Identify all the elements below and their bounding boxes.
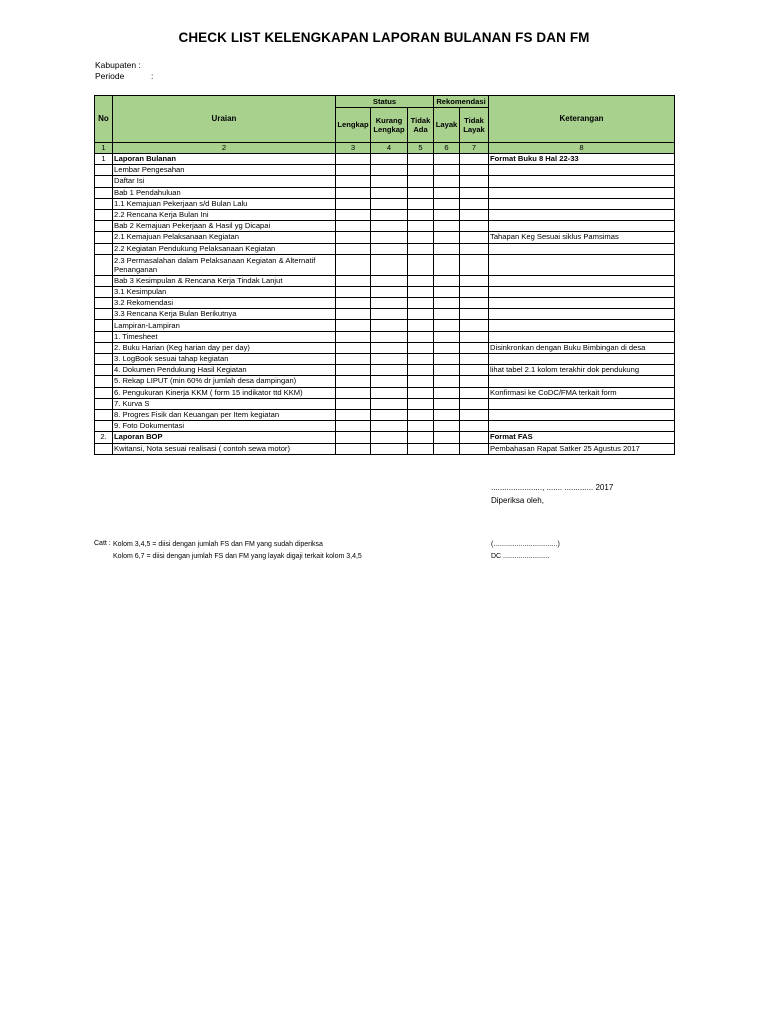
kurang-lengkap-cell — [371, 254, 408, 275]
kurang-lengkap-cell — [371, 209, 408, 220]
kurang-lengkap-cell — [371, 409, 408, 420]
kurang-lengkap-cell — [371, 376, 408, 387]
kurang-lengkap-cell — [371, 432, 408, 443]
tidak-ada-cell — [408, 309, 434, 320]
row-uraian: Lembar Pengesahan — [113, 165, 336, 176]
tidak-layak-cell — [460, 154, 489, 165]
table-row — [95, 398, 675, 409]
layak-cell — [434, 154, 460, 165]
header-status: Status — [336, 96, 434, 108]
row-keterangan — [489, 243, 675, 254]
tidak-ada-cell — [408, 331, 434, 342]
lengkap-cell — [336, 398, 371, 409]
row-no — [95, 376, 113, 387]
signature-dc-line: DC ........................ — [491, 553, 550, 560]
layak-cell — [434, 387, 460, 398]
tidak-ada-cell — [408, 320, 434, 331]
row-keterangan — [489, 176, 675, 187]
tidak-layak-cell — [460, 309, 489, 320]
kurang-lengkap-cell — [371, 421, 408, 432]
row-uraian: 3.2 Rekomendasi — [113, 298, 336, 309]
row-uraian: 2.1 Kemajuan Pelaksanaan Kegiatan — [113, 232, 336, 243]
row-no: 2. — [95, 432, 113, 443]
row-uraian: 3. LogBook sesuai tahap kegiatan — [113, 354, 336, 365]
table-row — [95, 286, 675, 297]
tidak-ada-cell — [408, 254, 434, 275]
lengkap-cell — [336, 286, 371, 297]
column-number: 4 — [371, 143, 408, 154]
tidak-ada-cell — [408, 342, 434, 353]
row-keterangan — [489, 398, 675, 409]
table-row — [95, 165, 675, 176]
lengkap-cell — [336, 221, 371, 232]
row-uraian: Lampiran-Lampiran — [113, 320, 336, 331]
header-kurang-lengkap: Kurang Lengkap — [371, 108, 408, 143]
row-uraian: 3.3 Rencana Kerja Bulan Berikutnya — [113, 309, 336, 320]
row-no — [95, 365, 113, 376]
table-row — [95, 243, 675, 254]
kurang-lengkap-cell — [371, 232, 408, 243]
tidak-layak-cell — [460, 421, 489, 432]
tidak-ada-cell — [408, 221, 434, 232]
kurang-lengkap-cell — [371, 309, 408, 320]
tidak-layak-cell — [460, 243, 489, 254]
tidak-layak-cell — [460, 342, 489, 353]
row-keterangan: Tahapan Keg Sesuai siklus Pamsimas — [489, 232, 675, 243]
header-layak: Layak — [434, 108, 460, 143]
tidak-layak-cell — [460, 387, 489, 398]
column-number-row — [95, 143, 675, 154]
kurang-lengkap-cell — [371, 365, 408, 376]
table-row — [95, 365, 675, 376]
tidak-ada-cell — [408, 421, 434, 432]
column-number: 2 — [113, 143, 336, 154]
table-row — [95, 209, 675, 220]
kurang-lengkap-cell — [371, 354, 408, 365]
kurang-lengkap-cell — [371, 221, 408, 232]
kurang-lengkap-cell — [371, 286, 408, 297]
row-no — [95, 409, 113, 420]
row-no — [95, 443, 113, 454]
signature-checked-by: Diperiksa oleh, — [491, 496, 544, 505]
row-keterangan — [489, 354, 675, 365]
header-tidak-layak: Tidak Layak — [460, 108, 489, 143]
kabupaten-line — [95, 60, 141, 70]
lengkap-cell — [336, 342, 371, 353]
table-row — [95, 354, 675, 365]
layak-cell — [434, 342, 460, 353]
row-keterangan — [489, 309, 675, 320]
tidak-ada-cell — [408, 154, 434, 165]
row-no — [95, 176, 113, 187]
table-row — [95, 176, 675, 187]
row-keterangan: Konfirmasi ke CoDC/FMA terkait form — [489, 387, 675, 398]
header-row-1 — [95, 96, 675, 108]
row-uraian: 9. Foto Dokumentasi — [113, 421, 336, 432]
document-title: CHECK LIST KELENGKAPAN LAPORAN BULANAN FS DAN FM — [178, 30, 590, 45]
row-uraian: Kwitansi, Nota sesuai realisasi ( contoh sewa motor) — [113, 443, 336, 454]
tidak-ada-cell — [408, 443, 434, 454]
layak-cell — [434, 331, 460, 342]
table-row — [95, 232, 675, 243]
layak-cell — [434, 209, 460, 220]
tidak-ada-cell — [408, 209, 434, 220]
kurang-lengkap-cell — [371, 165, 408, 176]
signature-name-line: (.................................) — [491, 541, 560, 548]
lengkap-cell — [336, 254, 371, 275]
row-uraian: 5. Rekap LIPUT (min 60% dr jumlah desa dampingan) — [113, 376, 336, 387]
kurang-lengkap-cell — [371, 176, 408, 187]
row-keterangan — [489, 275, 675, 286]
layak-cell — [434, 243, 460, 254]
layak-cell — [434, 398, 460, 409]
tidak-layak-cell — [460, 275, 489, 286]
table-row — [95, 187, 675, 198]
row-uraian: 2. Buku Harian (Keg harian day per day) — [113, 342, 336, 353]
tidak-layak-cell — [460, 187, 489, 198]
row-uraian: 2.2 Kegiatan Pendukung Pelaksanaan Kegiatan — [113, 243, 336, 254]
lengkap-cell — [336, 209, 371, 220]
lengkap-cell — [336, 275, 371, 286]
row-no — [95, 421, 113, 432]
table-row — [95, 254, 675, 275]
tidak-layak-cell — [460, 298, 489, 309]
tidak-layak-cell — [460, 232, 489, 243]
kurang-lengkap-cell — [371, 198, 408, 209]
lengkap-cell — [336, 443, 371, 454]
row-keterangan — [489, 286, 675, 297]
row-no — [95, 298, 113, 309]
row-keterangan — [489, 187, 675, 198]
note-line-2: Kolom 6,7 = diisi dengan jumlah FS dan FM yang layak digaji terkait kolom 3,4,5 — [113, 553, 362, 560]
kurang-lengkap-cell — [371, 331, 408, 342]
row-keterangan: Pembahasan Rapat Satker 25 Agustus 2017 — [489, 443, 675, 454]
table-row — [95, 432, 675, 443]
header-lengkap: Lengkap — [336, 108, 371, 143]
layak-cell — [434, 376, 460, 387]
layak-cell — [434, 409, 460, 420]
tidak-layak-cell — [460, 443, 489, 454]
row-uraian: 7. Kurva S — [113, 398, 336, 409]
row-keterangan — [489, 421, 675, 432]
table-row — [95, 443, 675, 454]
notes-label: Catt : — [94, 540, 111, 547]
layak-cell — [434, 165, 460, 176]
row-no — [95, 354, 113, 365]
tidak-layak-cell — [460, 432, 489, 443]
layak-cell — [434, 275, 460, 286]
row-uraian: 2.2 Rencana Kerja Bulan Ini — [113, 209, 336, 220]
kurang-lengkap-cell — [371, 275, 408, 286]
layak-cell — [434, 254, 460, 275]
layak-cell — [434, 309, 460, 320]
row-no — [95, 331, 113, 342]
layak-cell — [434, 320, 460, 331]
tidak-ada-cell — [408, 432, 434, 443]
row-uraian: Laporan BOP — [113, 432, 336, 443]
layak-cell — [434, 198, 460, 209]
kurang-lengkap-cell — [371, 154, 408, 165]
lengkap-cell — [336, 232, 371, 243]
row-keterangan: Format FAS — [489, 432, 675, 443]
tidak-ada-cell — [408, 398, 434, 409]
tidak-ada-cell — [408, 232, 434, 243]
row-uraian: 6. Pengukuran Kinerja KKM ( form 15 indikator ttd KKM) — [113, 387, 336, 398]
column-number: 8 — [489, 143, 675, 154]
lengkap-cell — [336, 376, 371, 387]
tidak-layak-cell — [460, 286, 489, 297]
row-no — [95, 232, 113, 243]
column-number: 6 — [434, 143, 460, 154]
row-no — [95, 165, 113, 176]
tidak-ada-cell — [408, 275, 434, 286]
lengkap-cell — [336, 176, 371, 187]
row-no — [95, 320, 113, 331]
tidak-layak-cell — [460, 354, 489, 365]
tidak-ada-cell — [408, 176, 434, 187]
lengkap-cell — [336, 365, 371, 376]
kurang-lengkap-cell — [371, 298, 408, 309]
header-no: No — [95, 96, 113, 143]
kurang-lengkap-cell — [371, 320, 408, 331]
header-rekomendasi: Rekomendasi — [434, 96, 489, 108]
row-keterangan: lihat tabel 2.1 kolom terakhir dok pendukung — [489, 365, 675, 376]
row-no — [95, 187, 113, 198]
kurang-lengkap-cell — [371, 187, 408, 198]
column-number: 1 — [95, 143, 113, 154]
layak-cell — [434, 432, 460, 443]
row-no — [95, 198, 113, 209]
lengkap-cell — [336, 243, 371, 254]
row-no — [95, 309, 113, 320]
row-keterangan — [489, 254, 675, 275]
table-row — [95, 421, 675, 432]
tidak-layak-cell — [460, 165, 489, 176]
table-row — [95, 331, 675, 342]
lengkap-cell — [336, 298, 371, 309]
kurang-lengkap-cell — [371, 342, 408, 353]
table-row — [95, 342, 675, 353]
layak-cell — [434, 286, 460, 297]
layak-cell — [434, 354, 460, 365]
row-uraian: 8. Progres Fisik dan Keuangan per Item kegiatan — [113, 409, 336, 420]
periode-label: Periode — [95, 71, 125, 81]
row-keterangan — [489, 331, 675, 342]
lengkap-cell — [336, 154, 371, 165]
row-no — [95, 209, 113, 220]
tidak-layak-cell — [460, 365, 489, 376]
tidak-ada-cell — [408, 165, 434, 176]
tidak-ada-cell — [408, 243, 434, 254]
layak-cell — [434, 221, 460, 232]
lengkap-cell — [336, 165, 371, 176]
row-uraian: 4. Dokumen Pendukung Hasil Kegiatan — [113, 365, 336, 376]
column-number: 3 — [336, 143, 371, 154]
periode-separator: : — [151, 71, 154, 81]
tidak-ada-cell — [408, 354, 434, 365]
kurang-lengkap-cell — [371, 243, 408, 254]
column-number: 5 — [408, 143, 434, 154]
tidak-ada-cell — [408, 365, 434, 376]
kurang-lengkap-cell — [371, 387, 408, 398]
row-keterangan — [489, 198, 675, 209]
lengkap-cell — [336, 320, 371, 331]
header-tidak-ada: Tidak Ada — [408, 108, 434, 143]
signature-date: ......................., ....... ............. 2017 — [491, 483, 614, 492]
layak-cell — [434, 176, 460, 187]
note-line-1: Kolom 3,4,5 = diisi dengan jumlah FS dan FM yang sudah diperiksa — [113, 541, 323, 548]
row-uraian: Bab 1 Pendahuluan — [113, 187, 336, 198]
header-uraian: Uraian — [113, 96, 336, 143]
row-no — [95, 387, 113, 398]
table-row — [95, 409, 675, 420]
kabupaten-label: Kabupaten : — [95, 60, 141, 70]
checklist-table — [94, 95, 675, 455]
table-row — [95, 154, 675, 165]
layak-cell — [434, 232, 460, 243]
table-row — [95, 275, 675, 286]
table-row — [95, 221, 675, 232]
layak-cell — [434, 365, 460, 376]
tidak-layak-cell — [460, 198, 489, 209]
layak-cell — [434, 421, 460, 432]
lengkap-cell — [336, 331, 371, 342]
tidak-ada-cell — [408, 376, 434, 387]
row-no — [95, 342, 113, 353]
lengkap-cell — [336, 432, 371, 443]
tidak-layak-cell — [460, 209, 489, 220]
tidak-ada-cell — [408, 198, 434, 209]
tidak-ada-cell — [408, 187, 434, 198]
row-no — [95, 398, 113, 409]
lengkap-cell — [336, 387, 371, 398]
kurang-lengkap-cell — [371, 443, 408, 454]
kurang-lengkap-cell — [371, 398, 408, 409]
header-keterangan: Keterangan — [489, 96, 675, 143]
lengkap-cell — [336, 421, 371, 432]
tidak-layak-cell — [460, 409, 489, 420]
row-no — [95, 275, 113, 286]
tidak-layak-cell — [460, 331, 489, 342]
periode-line — [95, 71, 153, 81]
lengkap-cell — [336, 309, 371, 320]
tidak-layak-cell — [460, 176, 489, 187]
tidak-ada-cell — [408, 298, 434, 309]
row-keterangan — [489, 165, 675, 176]
row-keterangan — [489, 320, 675, 331]
row-keterangan: Disinkronkan dengan Buku Bimbingan di desa — [489, 342, 675, 353]
row-no — [95, 286, 113, 297]
tidak-layak-cell — [460, 398, 489, 409]
tidak-layak-cell — [460, 254, 489, 275]
tidak-layak-cell — [460, 376, 489, 387]
row-no — [95, 221, 113, 232]
layak-cell — [434, 298, 460, 309]
row-no: 1 — [95, 154, 113, 165]
row-no — [95, 243, 113, 254]
row-uraian: 2.3 Permasalahan dalam Pelaksanaan Kegiatan & Alternatif Penanganan — [113, 254, 336, 275]
table-row — [95, 298, 675, 309]
row-uraian: 3.1 Kesimpulan — [113, 286, 336, 297]
column-number: 7 — [460, 143, 489, 154]
row-keterangan — [489, 221, 675, 232]
row-keterangan — [489, 298, 675, 309]
tidak-ada-cell — [408, 286, 434, 297]
lengkap-cell — [336, 409, 371, 420]
row-uraian: Bab 3 Kesimpulan & Rencana Kerja Tindak Lanjut — [113, 275, 336, 286]
tidak-ada-cell — [408, 387, 434, 398]
lengkap-cell — [336, 187, 371, 198]
table-row — [95, 376, 675, 387]
row-uraian: 1.1 Kemajuan Pekerjaan s/d Bulan Lalu — [113, 198, 336, 209]
row-uraian: 1. Timesheet — [113, 331, 336, 342]
row-keterangan — [489, 376, 675, 387]
lengkap-cell — [336, 354, 371, 365]
tidak-layak-cell — [460, 320, 489, 331]
layak-cell — [434, 187, 460, 198]
table-row — [95, 309, 675, 320]
row-keterangan — [489, 209, 675, 220]
tidak-layak-cell — [460, 221, 489, 232]
row-uraian: Daftar Isi — [113, 176, 336, 187]
row-keterangan: Format Buku 8 Hal 22-33 — [489, 154, 675, 165]
row-uraian: Bab 2 Kemajuan Pekerjaan & Hasil yg Dicapai — [113, 221, 336, 232]
row-keterangan — [489, 409, 675, 420]
table-row — [95, 387, 675, 398]
table-row — [95, 320, 675, 331]
row-uraian: Laporan Bulanan — [113, 154, 336, 165]
layak-cell — [434, 443, 460, 454]
lengkap-cell — [336, 198, 371, 209]
table-row — [95, 198, 675, 209]
tidak-ada-cell — [408, 409, 434, 420]
row-no — [95, 254, 113, 275]
